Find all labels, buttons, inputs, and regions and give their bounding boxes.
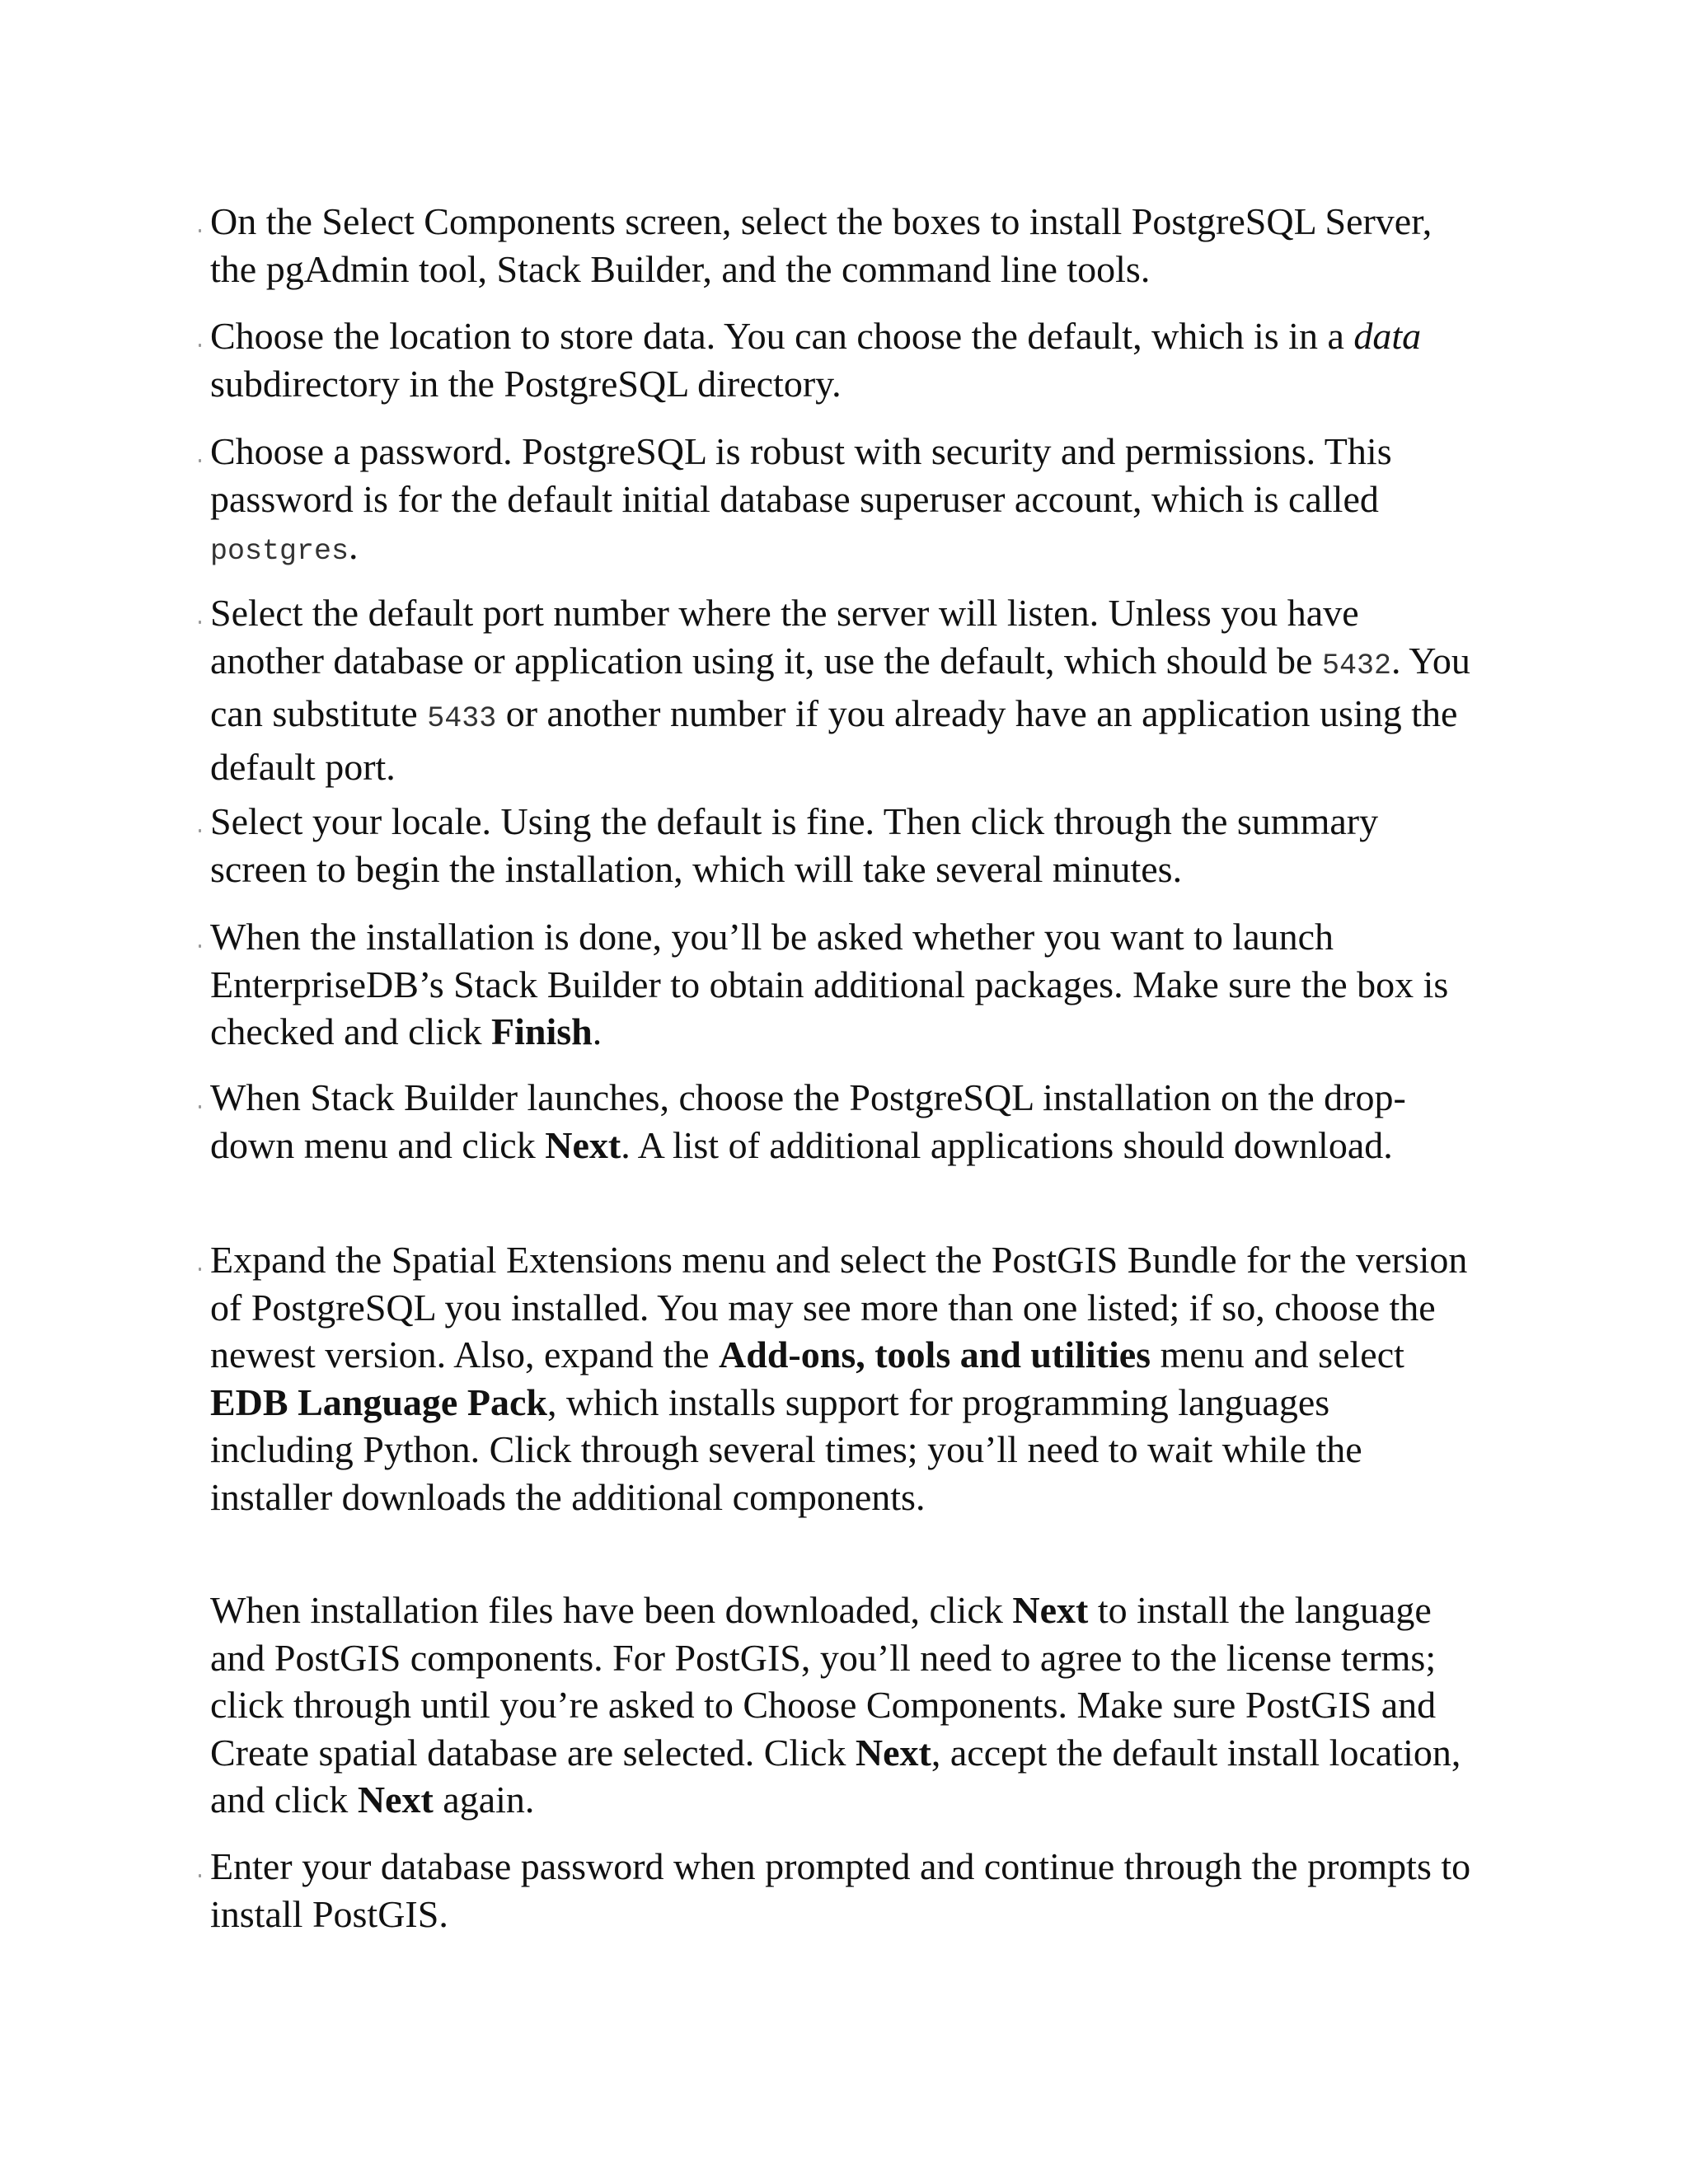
list-marker	[199, 1243, 204, 1248]
list-marker	[199, 319, 204, 324]
step-3: Choose a password. PostgreSQL is robust with security and permissions. This password is for the default initial database superuser account, which is called postgres.	[210, 428, 1479, 576]
step-7: When Stack Builder launches, choose the PostgreSQL installation on the drop-down menu and click Next. A list of additional applications should download.	[210, 1074, 1479, 1169]
step-6: When the installation is done, you’ll be asked whether you want to launch EnterpriseDB’s Stack Builder to obtain additional packages. Make sure the box is checked and click Finish.	[210, 913, 1479, 1056]
step-5: Select your locale. Using the default is fine. Then click through the summary screen to begin the installation, which will take several minutes.	[210, 798, 1479, 893]
list-marker	[199, 204, 204, 209]
list-marker	[199, 434, 204, 439]
step-1: On the Select Components screen, select the boxes to install PostgreSQL Server, the pgAdmin tool, Stack Builder, and the command line tools.	[210, 198, 1479, 293]
step-2: Choose the location to store data. You can choose the default, which is in a data subdirectory in the PostgreSQL directory.	[210, 312, 1479, 407]
bold-term: EDB Language Pack	[210, 1380, 547, 1423]
step-10: Enter your database password when prompted and continue through the prompts to install PostGIS.	[210, 1843, 1479, 1938]
bold-term: Finish	[490, 1010, 593, 1052]
code-term: 5432	[1321, 649, 1391, 682]
list-marker	[199, 1080, 204, 1085]
list-marker	[199, 1849, 204, 1854]
bold-term: Next	[1012, 1589, 1089, 1631]
step-4: Select the default port number where the server will listen. Unless you have another database or application using it, use the default, which should be 5432. You can substitute 5433 or another number if you already have an application using the default port.	[210, 589, 1479, 790]
bold-term: Next	[545, 1123, 621, 1166]
list-marker	[199, 920, 204, 925]
code-term: postgres	[210, 535, 349, 568]
code-term: 5433	[427, 702, 497, 735]
bold-term: Next	[855, 1731, 931, 1774]
list-marker	[199, 596, 204, 601]
italic-term: data	[1353, 315, 1422, 357]
bold-term: Add-ons, tools and utilities	[719, 1333, 1151, 1376]
list-marker	[199, 804, 204, 809]
step-9: When installation files have been downloaded, click Next to install the language and PostGIS components. For PostGIS, you’ll need to agree to the license terms; click through until you’re asked to Choose Components. Make sure PostGIS and Create spatial database are selected. Click Next, accept the default install location, and click Next again.	[210, 1589, 1461, 1821]
step-8: Expand the Spatial Extensions menu and select the PostGIS Bundle for the version of PostgreSQL you installed. You may see more than one listed; if so, choose the newest version. Also, expand the Add-ons, tools and utilities menu and select EDB Language Pack, which installs support for programming languages including Python. Click through several times; you’ll need to wait while the installer downloads the additional components.	[210, 1236, 1479, 1521]
bold-term: Next	[357, 1779, 434, 1821]
